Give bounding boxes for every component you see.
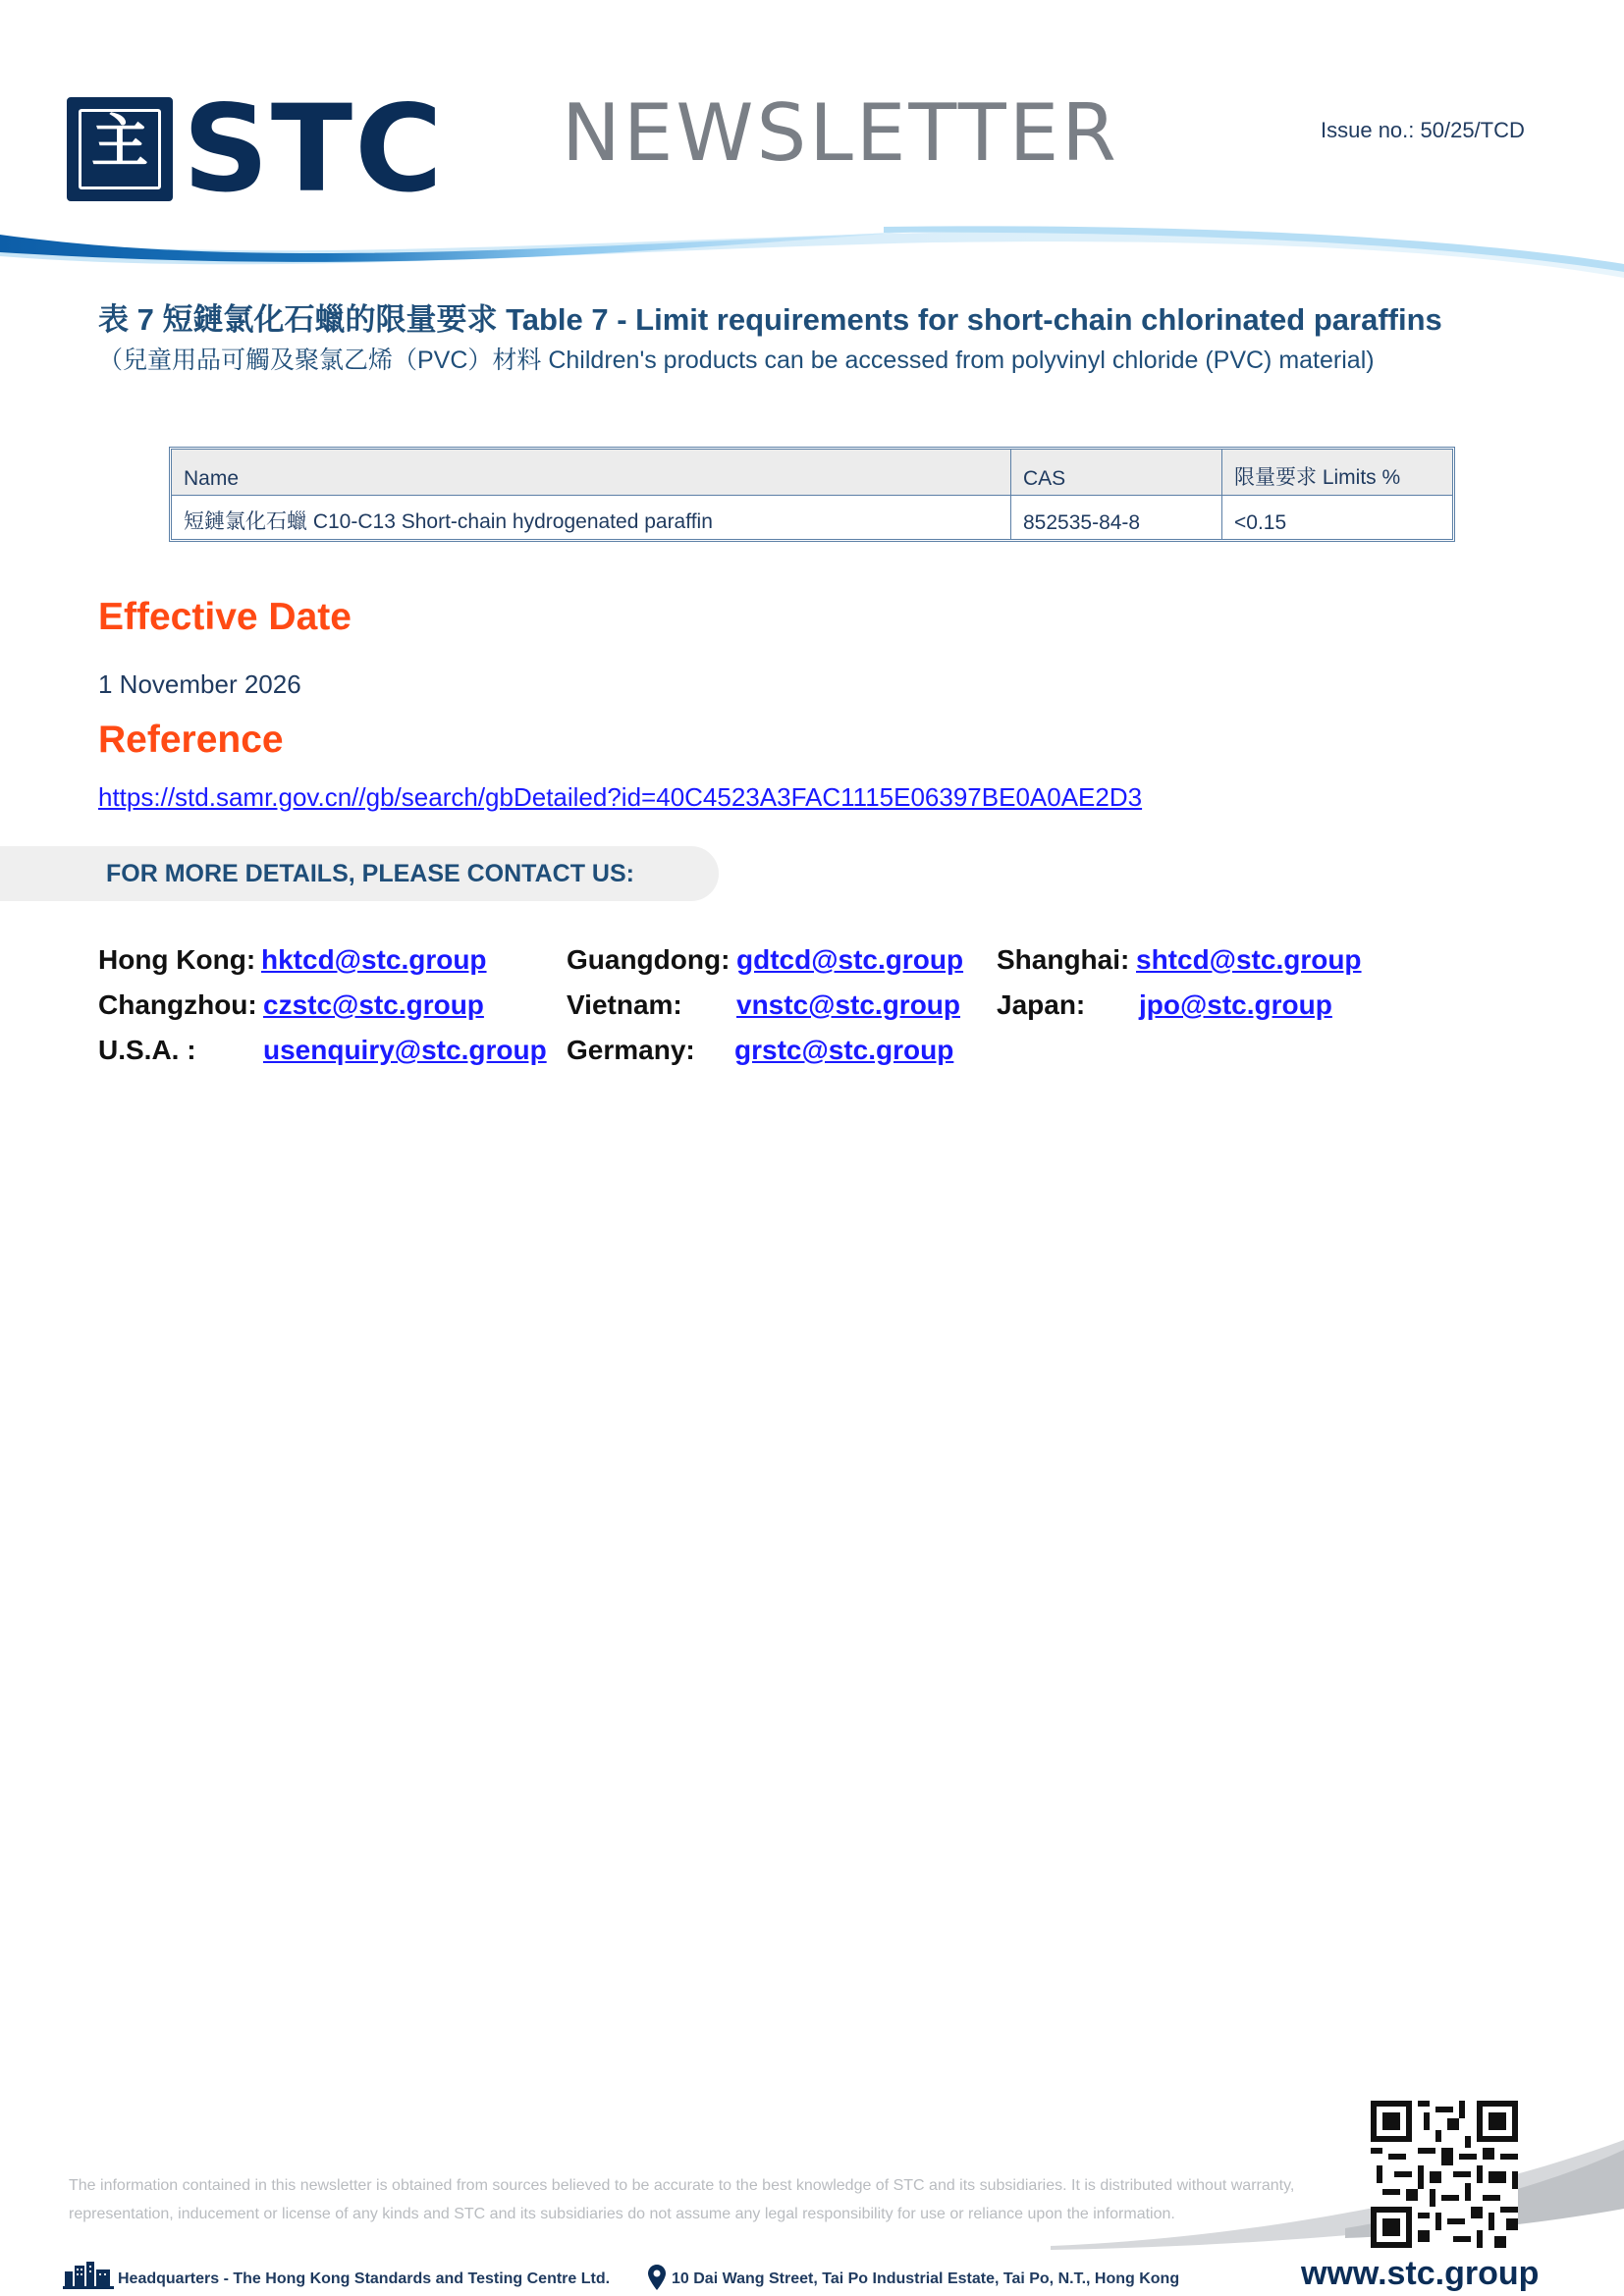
- contact-label-germany: Germany:: [567, 1035, 695, 1065]
- contact-label-usa: U.S.A. :: [98, 1035, 196, 1065]
- table-subtitle: （兒童用品可觸及聚氯乙烯（PVC）材料 Children's products can be accessed from polyvinyl chloride (PVC) material): [98, 347, 1375, 374]
- effective-date-heading: Effective Date: [98, 596, 352, 638]
- website-link[interactable]: www.stc.group: [1301, 2255, 1540, 2292]
- footer-swoosh: [1051, 2130, 1624, 2258]
- column-header-cas: CAS: [1011, 450, 1222, 496]
- contact-label-hong-kong: Hong Kong:: [98, 944, 256, 975]
- headquarters-text: Headquarters - The Hong Kong Standards and Testing Centre Ltd.: [118, 2270, 611, 2287]
- newsletter-title: NEWSLETTER: [562, 87, 1119, 179]
- building-icon: [63, 2260, 114, 2289]
- reference-heading: Reference: [98, 719, 284, 761]
- contact-label-japan: Japan:: [997, 989, 1086, 1020]
- contact-label-guangdong: Guangdong:: [567, 944, 731, 975]
- table-title: 表 7 短鏈氯化石蠟的限量要求 Table 7 - Limit requirements for short-chain chlorinated paraffins: [98, 302, 1442, 337]
- contact-email-hong-kong[interactable]: hktcd@stc.group: [261, 944, 487, 975]
- table-cell-name: 短鏈氯化石蠟 C10-C13 Short-chain hydrogenated paraffin: [172, 496, 1011, 539]
- table-cell-limit: <0.15: [1234, 511, 1287, 534]
- reference-link[interactable]: https://std.samr.gov.cn//gb/search/gbDetailed?id=40C4523A3FAC1115E06397BE0A0AE2D3: [98, 782, 1143, 812]
- address-text: 10 Dai Wang Street, Tai Po Industrial Estate, Tai Po, N.T., Hong Kong: [672, 2270, 1180, 2287]
- header-swoosh: [0, 221, 1624, 294]
- column-header-limits: 限量要求 Limits %: [1222, 450, 1452, 496]
- stc-logo: [67, 80, 460, 219]
- limits-table: [169, 447, 1455, 542]
- contact-email-shanghai[interactable]: shtcd@stc.group: [1136, 944, 1362, 975]
- contact-banner-text: FOR MORE DETAILS, PLEASE CONTACT US:: [106, 860, 634, 887]
- disclaimer-text: The information contained in this newsletter is obtained from sources believed to be accurate to the best knowledge of STC and its subsidiaries. It is distributed without warranty, representation, inducement or license of any kinds and STC and its subsidiaries do not assume any legal responsibility for use or reliance upon the information.: [69, 2177, 1295, 2222]
- table-header-row: [172, 450, 1452, 496]
- contact-email-germany[interactable]: grstc@stc.group: [734, 1035, 954, 1065]
- contact-label-changzhou: Changzhou:: [98, 989, 257, 1020]
- contact-email-vietnam[interactable]: vnstc@stc.group: [736, 989, 961, 1020]
- column-header-name: Name: [172, 450, 1011, 496]
- logo-mark-glyph: 主: [90, 108, 148, 175]
- contact-label-shanghai: Shanghai:: [997, 944, 1130, 975]
- contact-email-changzhou[interactable]: czstc@stc.group: [263, 989, 484, 1020]
- location-pin-icon: [648, 2265, 666, 2290]
- table-row: [172, 496, 1452, 539]
- contact-banner: [0, 846, 719, 901]
- contact-email-guangdong[interactable]: gdtcd@stc.group: [736, 944, 964, 975]
- table-cell-cas: 852535-84-8: [1011, 496, 1222, 539]
- contact-label-vietnam: Vietnam:: [567, 989, 682, 1020]
- qr-code: [1371, 2101, 1518, 2248]
- contact-email-japan[interactable]: jpo@stc.group: [1139, 989, 1332, 1020]
- logo-wordmark: STC: [183, 80, 445, 219]
- issue-number: Issue no.: 50/25/TCD: [1321, 118, 1525, 142]
- stc-logo-mark: [67, 97, 173, 201]
- effective-date-value: 1 November 2026: [98, 669, 301, 699]
- contact-email-usa[interactable]: usenquiry@stc.group: [263, 1035, 547, 1065]
